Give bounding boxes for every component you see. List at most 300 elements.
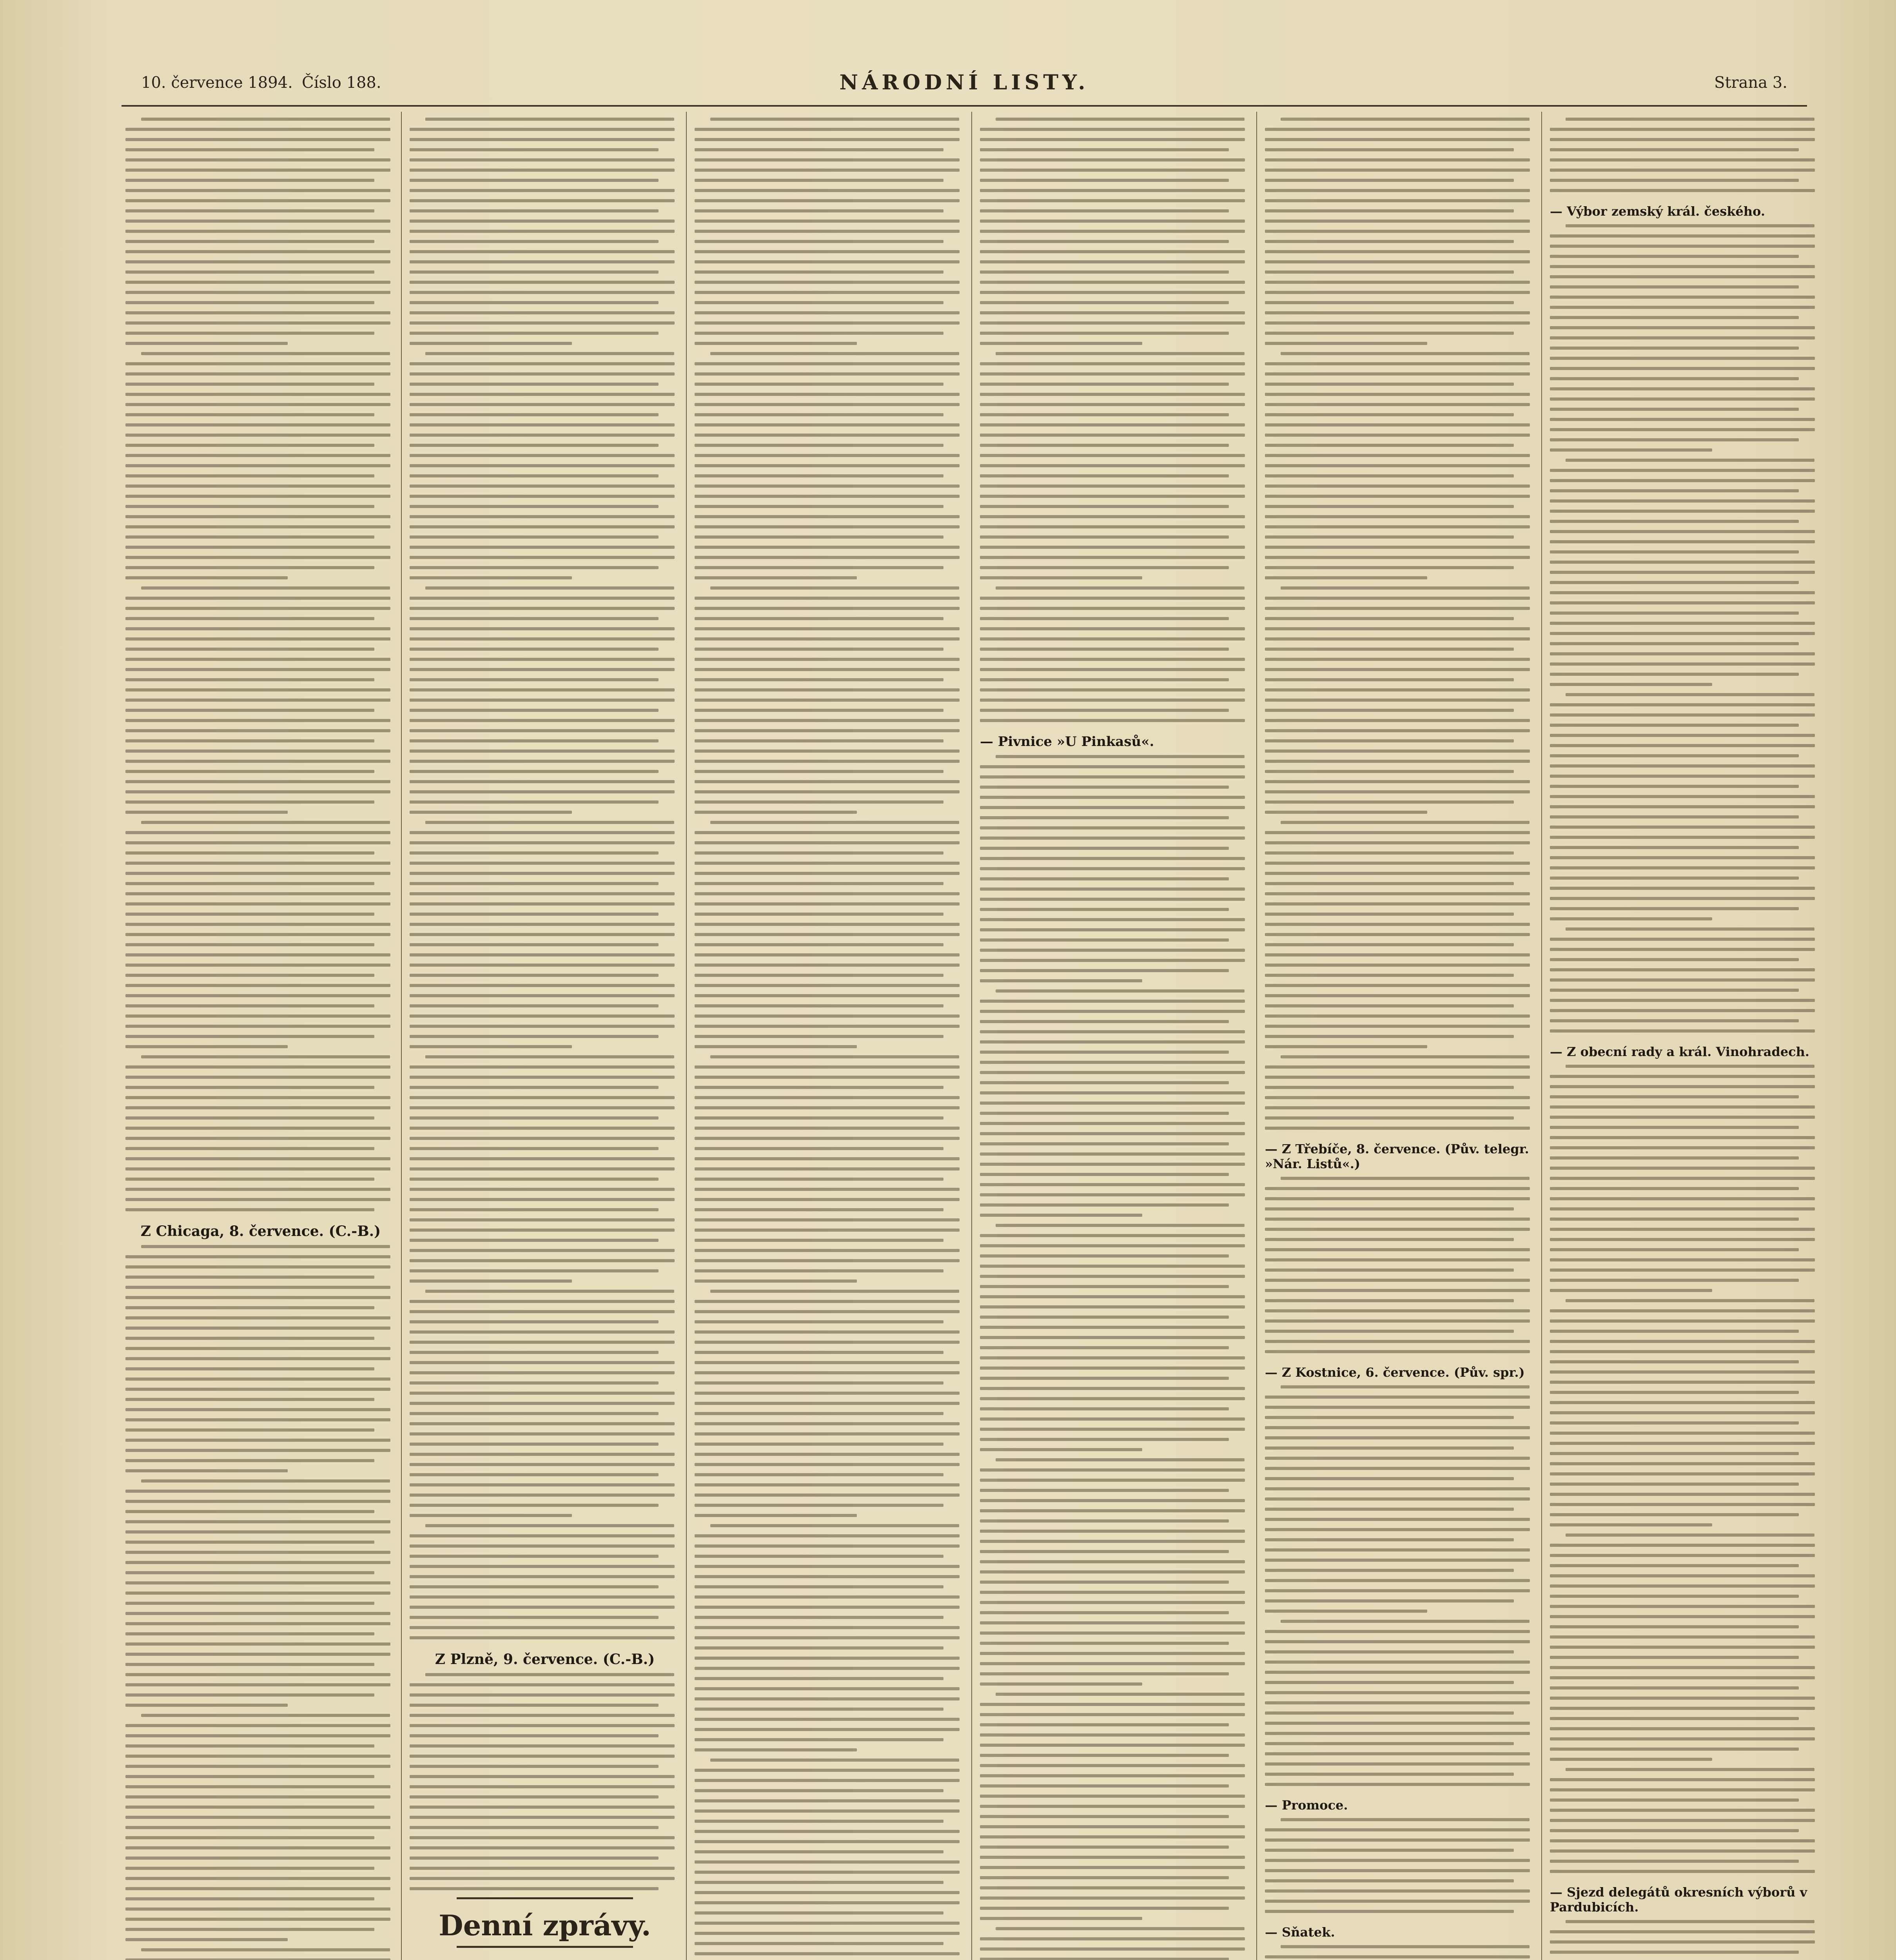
text-line bbox=[410, 1555, 659, 1558]
text-line bbox=[125, 281, 390, 284]
text-line bbox=[125, 148, 374, 151]
text-line bbox=[695, 1014, 960, 1018]
article-text bbox=[125, 118, 396, 1211]
text-line bbox=[1265, 1025, 1530, 1028]
text-line bbox=[125, 260, 390, 263]
text-line bbox=[980, 1377, 1229, 1380]
text-line bbox=[980, 1958, 1229, 1960]
text-line bbox=[125, 1683, 390, 1686]
text-line bbox=[410, 1106, 675, 1109]
text-line bbox=[1550, 1483, 1799, 1486]
text-line bbox=[1265, 964, 1530, 967]
text-line bbox=[1550, 397, 1815, 401]
text-line bbox=[695, 1086, 943, 1089]
text-line bbox=[1550, 1595, 1799, 1598]
text-line bbox=[695, 1922, 960, 1925]
text-line bbox=[1265, 872, 1530, 875]
text-line bbox=[125, 169, 390, 172]
article-heading: — Výbor zemský král. českého. bbox=[1550, 204, 1765, 219]
text-line bbox=[410, 1371, 675, 1374]
text-line bbox=[695, 535, 943, 539]
text-line bbox=[1265, 1218, 1530, 1221]
text-line bbox=[1281, 118, 1530, 121]
text-line bbox=[1281, 1945, 1530, 1948]
text-line bbox=[1550, 245, 1815, 248]
text-line bbox=[410, 1504, 659, 1507]
text-line bbox=[980, 393, 1245, 396]
text-line bbox=[1265, 1879, 1514, 1882]
text-line bbox=[1265, 1828, 1530, 1831]
text-line bbox=[1265, 658, 1530, 661]
text-line bbox=[1265, 393, 1530, 396]
column-2 bbox=[410, 118, 680, 1960]
text-line bbox=[1550, 1860, 1799, 1863]
text-line bbox=[695, 1127, 960, 1130]
text-line bbox=[125, 1622, 390, 1625]
text-line bbox=[980, 1030, 1245, 1033]
text-line bbox=[1265, 505, 1514, 508]
text-line bbox=[1550, 377, 1799, 380]
text-line bbox=[695, 1646, 943, 1650]
text-line bbox=[125, 627, 390, 630]
text-line bbox=[1265, 1650, 1514, 1653]
text-line bbox=[1550, 1930, 1815, 1933]
text-line bbox=[1265, 1661, 1530, 1664]
text-line bbox=[980, 1519, 1229, 1523]
text-line bbox=[1550, 1019, 1799, 1022]
text-line bbox=[695, 189, 960, 192]
text-line bbox=[1265, 1330, 1514, 1333]
text-line bbox=[1550, 1472, 1815, 1475]
text-line bbox=[980, 786, 1229, 789]
text-line bbox=[410, 1137, 675, 1140]
text-line bbox=[125, 719, 390, 722]
text-line bbox=[710, 352, 959, 355]
text-line bbox=[425, 1055, 674, 1058]
text-line bbox=[410, 423, 675, 426]
text-line bbox=[1265, 1630, 1530, 1633]
text-line bbox=[1550, 1707, 1815, 1710]
text-line bbox=[125, 556, 390, 559]
text-line bbox=[125, 1693, 374, 1697]
text-line bbox=[1265, 1106, 1530, 1109]
text-line bbox=[410, 1616, 659, 1619]
text-line bbox=[695, 1575, 960, 1578]
text-line bbox=[980, 1560, 1245, 1563]
text-line bbox=[410, 1412, 659, 1415]
text-line bbox=[695, 1167, 960, 1171]
text-line bbox=[410, 841, 675, 844]
text-line bbox=[980, 250, 1245, 253]
text-line bbox=[410, 953, 675, 956]
text-line bbox=[125, 597, 390, 600]
column-divider bbox=[1256, 112, 1257, 1960]
text-line bbox=[695, 648, 943, 651]
text-line bbox=[1265, 699, 1530, 702]
text-line bbox=[1265, 281, 1530, 284]
text-line bbox=[125, 1014, 390, 1018]
text-line bbox=[980, 826, 1245, 829]
article-text bbox=[1265, 118, 1535, 1130]
text-line bbox=[996, 989, 1245, 993]
text-line bbox=[125, 1398, 374, 1401]
text-line bbox=[980, 1917, 1142, 1920]
text-line bbox=[980, 1795, 1245, 1798]
text-line bbox=[141, 1948, 390, 1951]
text-line bbox=[125, 1907, 390, 1911]
text-line bbox=[980, 1856, 1245, 1859]
text-line bbox=[980, 806, 1245, 809]
text-line bbox=[980, 505, 1229, 508]
text-line bbox=[410, 648, 659, 651]
text-line bbox=[980, 648, 1229, 651]
text-line bbox=[980, 138, 1245, 141]
text-line bbox=[410, 505, 659, 508]
text-line bbox=[410, 1565, 675, 1568]
text-line bbox=[980, 1489, 1229, 1492]
text-line bbox=[1550, 285, 1799, 289]
text-line bbox=[695, 128, 960, 131]
text-line bbox=[125, 1137, 390, 1140]
text-line bbox=[1265, 270, 1514, 274]
text-line bbox=[1265, 1004, 1514, 1007]
text-line bbox=[1550, 1666, 1815, 1669]
text-line bbox=[695, 1483, 960, 1486]
text-line bbox=[1550, 1798, 1799, 1802]
text-line bbox=[980, 1682, 1142, 1686]
text-line bbox=[125, 454, 390, 457]
text-line bbox=[125, 1642, 390, 1646]
text-line bbox=[1550, 158, 1815, 162]
article-text bbox=[410, 1673, 680, 1890]
text-line bbox=[980, 1713, 1245, 1716]
text-line bbox=[125, 729, 390, 732]
text-line bbox=[410, 1704, 659, 1707]
text-line bbox=[1265, 862, 1530, 865]
text-line bbox=[1566, 1299, 1814, 1302]
text-line bbox=[695, 1300, 960, 1303]
text-line bbox=[1265, 1610, 1427, 1613]
text-line bbox=[980, 1642, 1229, 1645]
text-line bbox=[1265, 750, 1530, 753]
text-line bbox=[1265, 342, 1427, 345]
text-line bbox=[1281, 1385, 1530, 1388]
text-line bbox=[1550, 877, 1799, 880]
text-line bbox=[1550, 1849, 1815, 1853]
text-line bbox=[1265, 1477, 1514, 1480]
text-line bbox=[125, 1106, 390, 1109]
text-line bbox=[410, 597, 675, 600]
text-line bbox=[695, 1952, 960, 1955]
text-line bbox=[980, 566, 1229, 569]
text-line bbox=[980, 464, 1245, 467]
text-line bbox=[1265, 831, 1530, 834]
text-line bbox=[1265, 1752, 1530, 1755]
text-line bbox=[125, 1510, 374, 1513]
text-line bbox=[980, 1896, 1245, 1900]
text-line bbox=[141, 821, 390, 824]
text-line bbox=[980, 1825, 1245, 1828]
text-line bbox=[1550, 805, 1815, 808]
text-line bbox=[1265, 138, 1530, 141]
text-line bbox=[695, 1677, 943, 1680]
text-line bbox=[125, 291, 390, 294]
text-line bbox=[410, 220, 675, 223]
text-line bbox=[980, 281, 1245, 284]
text-line bbox=[1550, 1401, 1815, 1404]
text-line bbox=[125, 362, 390, 365]
text-line bbox=[125, 199, 390, 202]
text-line bbox=[125, 1765, 390, 1768]
text-line bbox=[125, 1255, 390, 1258]
text-line bbox=[980, 454, 1245, 457]
text-line bbox=[410, 1320, 659, 1323]
text-line bbox=[1265, 495, 1530, 498]
text-line bbox=[695, 138, 960, 141]
text-line bbox=[980, 179, 1229, 182]
text-line bbox=[695, 627, 960, 630]
text-line bbox=[1265, 1869, 1530, 1872]
text-line bbox=[1550, 347, 1799, 350]
text-line bbox=[1265, 372, 1530, 376]
text-line bbox=[695, 1096, 960, 1099]
text-line bbox=[695, 556, 960, 559]
text-line bbox=[125, 678, 374, 681]
text-line bbox=[1550, 1177, 1815, 1180]
text-line bbox=[695, 780, 960, 783]
text-line bbox=[1265, 556, 1530, 559]
text-line bbox=[125, 1581, 390, 1584]
text-line bbox=[1265, 892, 1530, 895]
text-line bbox=[410, 1188, 675, 1191]
text-line bbox=[125, 750, 390, 753]
text-line bbox=[425, 1524, 674, 1527]
text-line bbox=[1265, 148, 1514, 151]
text-line bbox=[1550, 1391, 1799, 1394]
text-line bbox=[695, 566, 943, 569]
text-line bbox=[410, 964, 675, 967]
text-line bbox=[1550, 1238, 1815, 1241]
text-line bbox=[695, 943, 943, 946]
text-line bbox=[980, 220, 1245, 223]
text-line bbox=[695, 1769, 960, 1772]
text-line bbox=[1550, 1136, 1815, 1139]
text-line bbox=[980, 918, 1245, 921]
text-line bbox=[1265, 678, 1514, 681]
text-line bbox=[1265, 1258, 1530, 1261]
text-line bbox=[410, 1765, 659, 1768]
text-line bbox=[410, 678, 659, 681]
text-line bbox=[410, 1127, 675, 1130]
text-line bbox=[410, 1606, 675, 1609]
text-line bbox=[695, 729, 960, 732]
text-line bbox=[695, 1830, 960, 1833]
text-line bbox=[695, 474, 943, 477]
text-line bbox=[410, 1806, 675, 1809]
text-line bbox=[1265, 250, 1530, 253]
text-line bbox=[125, 851, 374, 855]
text-line bbox=[125, 688, 390, 691]
text-line bbox=[980, 158, 1245, 162]
text-line bbox=[1265, 434, 1530, 437]
text-line bbox=[125, 566, 374, 569]
text-line bbox=[125, 189, 390, 192]
text-line bbox=[695, 383, 943, 386]
text-line bbox=[125, 1367, 374, 1370]
text-line bbox=[1265, 1528, 1530, 1531]
text-line bbox=[410, 158, 675, 162]
text-line bbox=[710, 1290, 959, 1293]
text-line bbox=[1265, 709, 1514, 712]
text-line bbox=[125, 423, 390, 426]
section-rule bbox=[457, 1897, 633, 1899]
text-line bbox=[125, 953, 390, 956]
text-line bbox=[1265, 760, 1530, 763]
text-line bbox=[980, 1173, 1229, 1176]
text-line bbox=[1550, 1554, 1815, 1557]
text-line bbox=[1550, 1748, 1799, 1751]
text-line bbox=[1550, 1778, 1815, 1781]
text-line bbox=[980, 576, 1142, 579]
text-line bbox=[980, 1071, 1245, 1074]
text-line bbox=[1265, 1859, 1530, 1862]
page-header bbox=[118, 69, 1811, 100]
text-line bbox=[410, 811, 572, 814]
text-line bbox=[980, 240, 1229, 243]
text-line bbox=[125, 1958, 390, 1960]
text-line bbox=[1265, 189, 1530, 192]
text-line bbox=[1550, 418, 1815, 421]
text-line bbox=[1550, 683, 1712, 686]
text-line bbox=[980, 1499, 1245, 1502]
text-line bbox=[410, 138, 675, 141]
text-line bbox=[996, 1458, 1245, 1461]
text-line bbox=[1550, 1009, 1815, 1012]
header-rule bbox=[122, 105, 1807, 107]
text-line bbox=[1550, 148, 1799, 151]
text-line bbox=[1265, 913, 1514, 916]
text-line bbox=[410, 1351, 659, 1354]
text-line bbox=[710, 1055, 959, 1058]
text-line bbox=[410, 882, 659, 885]
text-line bbox=[410, 1147, 659, 1150]
issue-date: 10. července 1894. bbox=[141, 74, 293, 92]
text-line bbox=[125, 1076, 390, 1079]
text-line bbox=[1265, 1127, 1530, 1130]
text-line bbox=[410, 1734, 659, 1737]
text-line bbox=[1265, 974, 1514, 977]
text-line bbox=[410, 1076, 675, 1079]
text-line bbox=[125, 811, 288, 814]
text-line bbox=[996, 1224, 1245, 1227]
text-line bbox=[1265, 719, 1530, 722]
text-line bbox=[410, 1392, 675, 1395]
text-line bbox=[125, 1127, 390, 1130]
text-line bbox=[410, 1575, 675, 1578]
text-line bbox=[125, 1806, 374, 1809]
issue-number: Číslo 188. bbox=[302, 74, 381, 92]
text-line bbox=[1265, 1436, 1530, 1439]
text-line bbox=[125, 1826, 390, 1829]
article-text bbox=[1550, 118, 1820, 192]
text-line bbox=[410, 1887, 659, 1890]
text-line bbox=[410, 1744, 675, 1748]
text-line bbox=[695, 1585, 943, 1588]
text-line bbox=[695, 658, 960, 661]
text-line bbox=[1550, 367, 1815, 370]
text-line bbox=[1265, 1340, 1530, 1343]
text-line bbox=[410, 1096, 675, 1099]
text-line bbox=[996, 1693, 1245, 1696]
text-line bbox=[410, 1065, 675, 1069]
text-line bbox=[1550, 662, 1815, 666]
text-line bbox=[410, 1544, 675, 1548]
text-line bbox=[125, 902, 390, 906]
text-line bbox=[410, 311, 675, 314]
text-line bbox=[695, 332, 943, 335]
text-line bbox=[1550, 1319, 1815, 1323]
text-line bbox=[125, 1265, 390, 1269]
text-line bbox=[410, 291, 675, 294]
text-line bbox=[125, 1724, 390, 1727]
text-line bbox=[980, 688, 1245, 691]
text-line bbox=[125, 444, 374, 447]
text-line bbox=[1550, 1493, 1815, 1496]
text-line bbox=[1550, 989, 1799, 992]
text-line bbox=[695, 1147, 943, 1150]
text-line bbox=[410, 1310, 675, 1313]
text-line bbox=[410, 1167, 675, 1171]
text-line bbox=[410, 1086, 659, 1089]
text-line bbox=[410, 1795, 659, 1798]
text-line bbox=[1265, 1548, 1530, 1552]
text-line bbox=[695, 739, 943, 742]
text-line bbox=[980, 209, 1229, 212]
text-line bbox=[695, 1942, 943, 1945]
text-line bbox=[410, 179, 659, 182]
text-line bbox=[980, 1214, 1142, 1217]
text-line bbox=[1265, 1508, 1514, 1511]
text-line bbox=[1550, 128, 1815, 131]
text-line bbox=[695, 485, 960, 488]
text-line bbox=[410, 485, 675, 488]
text-line bbox=[980, 342, 1142, 345]
text-line bbox=[1550, 836, 1815, 839]
text-line bbox=[980, 775, 1245, 779]
text-line bbox=[410, 688, 675, 691]
text-line bbox=[410, 1259, 675, 1262]
text-line bbox=[980, 1367, 1245, 1370]
text-line bbox=[695, 1748, 857, 1751]
text-line bbox=[980, 719, 1245, 722]
text-line bbox=[980, 1907, 1229, 1910]
text-line bbox=[1550, 1075, 1815, 1078]
text-line bbox=[1265, 1319, 1530, 1323]
text-line bbox=[695, 1544, 960, 1548]
text-line bbox=[980, 959, 1245, 962]
text-line bbox=[410, 576, 572, 579]
text-line bbox=[1265, 811, 1427, 814]
column-divider bbox=[971, 112, 972, 1960]
text-line bbox=[1265, 739, 1514, 742]
text-line bbox=[1566, 927, 1814, 931]
text-line bbox=[695, 1565, 960, 1568]
text-line bbox=[125, 1836, 374, 1839]
text-line bbox=[695, 1779, 960, 1782]
text-line bbox=[980, 362, 1245, 365]
text-line bbox=[141, 1714, 390, 1717]
text-line bbox=[695, 423, 960, 426]
